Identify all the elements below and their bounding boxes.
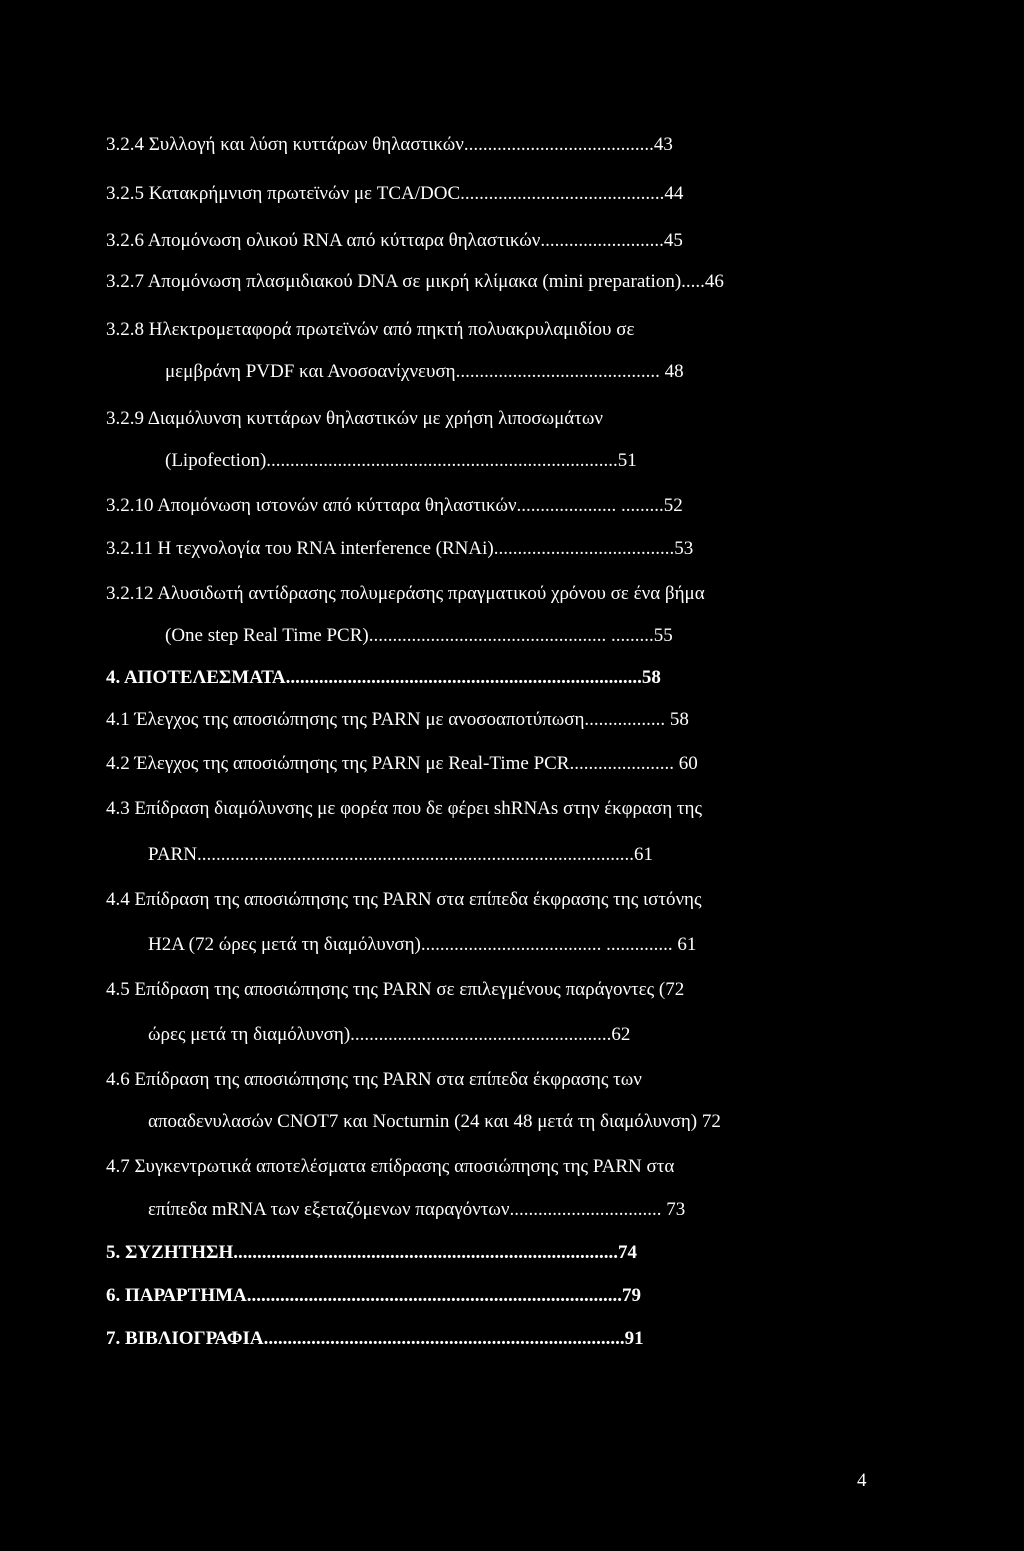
toc-chapter: 4. ΑΠΟΤΕΛΕΣΜΑΤΑ...........................................................................58 bbox=[106, 667, 661, 688]
toc-chapter: 5. ΣΥΖΗΤΗΣΗ.................................................................................74 bbox=[106, 1242, 637, 1263]
toc-entry: 3.2.12 Αλυσιδωτή αντίδρασης πολυμεράσης πραγματικού χρόνου σε ένα βήμα bbox=[106, 583, 705, 604]
toc-entry: 3.2.9 Διαμόλυνση κυττάρων θηλαστικών με χρήση λιποσωμάτων bbox=[106, 408, 603, 429]
toc-entry-continuation: PARN............................................................................................61 bbox=[148, 844, 653, 865]
toc-entry: 4.5 Επίδραση της αποσιώπησης της PARN σε επιλεγμένους παράγοντες (72 bbox=[106, 979, 685, 1000]
toc-entry: 3.2.11 Η τεχνολογία του RNA interference (RNAi)......................................53 bbox=[106, 538, 694, 559]
toc-entry: 4.3 Επίδραση διαμόλυνσης με φορέα που δε φέρει shRNAs στην έκφραση της bbox=[106, 798, 703, 819]
toc-entry: 4.4 Επίδραση της αποσιώπησης της PARN στα επίπεδα έκφρασης της ιστόνης bbox=[106, 889, 702, 910]
toc-entry: 3.2.4 Συλλογή και λύση κυττάρων θηλαστικών........................................43 bbox=[106, 134, 673, 155]
toc-entry-continuation: (Lipofection)..........................................................................51 bbox=[165, 450, 637, 471]
toc-entry: 3.2.6 Απομόνωση ολικού RNA από κύτταρα θηλαστικών..........................45 bbox=[106, 230, 683, 251]
toc-entry-continuation: επίπεδα mRNA των εξεταζόμενων παραγόντων................................ 73 bbox=[148, 1199, 686, 1220]
page-number: 4 bbox=[857, 1470, 867, 1491]
toc-entry: 3.2.5 Κατακρήμνιση πρωτεϊνών με TCA/DOC...........................................44 bbox=[106, 183, 684, 204]
toc-entry: 4.6 Επίδραση της αποσιώπησης της PARN στα επίπεδα έκφρασης των bbox=[106, 1069, 642, 1090]
toc-entry-continuation: αποαδενυλασών CNOT7 και Nocturnin (24 και 48 μετά τη διαμόλυνση) 72 bbox=[148, 1111, 721, 1132]
toc-entry-continuation: H2A (72 ώρες μετά τη διαμόλυνση)...................................... .............. 61 bbox=[148, 934, 697, 955]
toc-entry: 4.2 Έλεγχος της αποσιώπησης της PARN με Real-Time PCR...................... 60 bbox=[106, 753, 698, 774]
toc-entry: 4.7 Συγκεντρωτικά αποτελέσματα επίδρασης αποσιώπησης της PARN στα bbox=[106, 1156, 675, 1177]
toc-chapter: 7. ΒΙΒΛΙΟΓΡΑΦΙΑ............................................................................91 bbox=[106, 1328, 644, 1349]
toc-entry: 3.2.8 Ηλεκτρομεταφορά πρωτεϊνών από πηκτή πολυακρυλαμιδίου σε bbox=[106, 319, 635, 340]
toc-entry: 3.2.10 Απομόνωση ιστονών από κύτταρα θηλαστικών..................... .........52 bbox=[106, 495, 683, 516]
toc-entry-continuation: ώρες μετά τη διαμόλυνση).......................................................62 bbox=[148, 1024, 631, 1045]
toc-entry-continuation: (One step Real Time PCR).................................................. .........55 bbox=[165, 625, 673, 646]
toc-entry-continuation: μεμβράνη PVDF και Ανοσοανίχνευση........................................... 48 bbox=[165, 361, 684, 382]
toc-entry: 3.2.7 Απομόνωση πλασμιδιακού DNA σε μικρή κλίμακα (mini preparation).....46 bbox=[106, 271, 724, 292]
toc-chapter: 6. ΠΑΡΑΡΤΗΜΑ...............................................................................79 bbox=[106, 1285, 641, 1306]
toc-entry: 4.1 Έλεγχος της αποσιώπησης της PARN με ανοσοαποτύπωση................. 58 bbox=[106, 709, 689, 730]
